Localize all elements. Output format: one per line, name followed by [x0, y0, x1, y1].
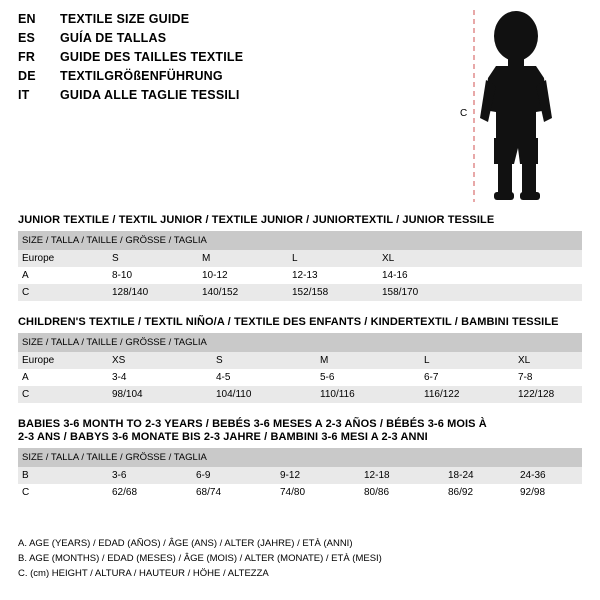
cell: 122/128	[514, 386, 582, 403]
header-row-en	[18, 12, 438, 31]
table-row	[18, 369, 582, 386]
language-code-fr: FR	[18, 50, 36, 64]
table-row	[18, 250, 582, 267]
cell: 12-13	[288, 267, 378, 284]
table-head-label: SIZE / TALLA / TAILLE / GRÖSSE / TAGLIA	[18, 448, 582, 467]
section-junior	[18, 214, 582, 301]
row-label: A	[18, 267, 108, 284]
header	[18, 12, 438, 107]
cell: 12-18	[360, 467, 444, 484]
row-label: C	[18, 386, 108, 403]
table-row	[18, 352, 582, 369]
svg-text:C: C	[460, 108, 468, 119]
row-label: Europe	[18, 352, 108, 369]
language-code-en: EN	[18, 12, 36, 26]
cell: 110/116	[316, 386, 420, 403]
cell: 62/68	[108, 484, 192, 501]
cell-empty	[468, 267, 582, 284]
language-code-es: ES	[18, 31, 36, 45]
table-row	[18, 267, 582, 284]
title-en: TEXTILE SIZE GUIDE	[60, 12, 190, 26]
legend-line-b: B. AGE (MONTHS) / EDAD (MESES) / ÂGE (MOIS) / ALTER (MONATE) / ETÀ (MESI)	[18, 553, 382, 564]
cell: 6-9	[192, 467, 276, 484]
cell: 86/92	[444, 484, 516, 501]
size-table-babies	[18, 448, 582, 501]
cell: 5-6	[316, 369, 420, 386]
cell: 80/86	[360, 484, 444, 501]
cell: 158/170	[378, 284, 468, 301]
cell: 152/158	[288, 284, 378, 301]
cell: 24-36	[516, 467, 582, 484]
cell: XS	[108, 352, 212, 369]
cell: 4-5	[212, 369, 316, 386]
cell: L	[420, 352, 514, 369]
cell: 3-4	[108, 369, 212, 386]
table-head-row	[18, 448, 582, 467]
size-table-children	[18, 333, 582, 403]
cell: 104/110	[212, 386, 316, 403]
header-row-fr	[18, 50, 438, 69]
row-label: C	[18, 484, 108, 501]
cell: 9-12	[276, 467, 360, 484]
title-fr: GUIDE DES TAILLES TEXTILE	[60, 50, 244, 64]
legend-line-a: A. AGE (YEARS) / EDAD (AÑOS) / ÂGE (ANS) / ALTER (JAHRE) / ETÀ (ANNI)	[18, 538, 353, 549]
title-es: GUÍA DE TALLAS	[60, 31, 167, 45]
row-label: C	[18, 284, 108, 301]
cell: 6-7	[420, 369, 514, 386]
cell: 128/140	[108, 284, 198, 301]
section-babies	[18, 418, 582, 501]
table-row	[18, 284, 582, 301]
cell: 14-16	[378, 267, 468, 284]
language-code-it: IT	[18, 88, 30, 102]
section-title-children: CHILDREN'S TEXTILE / TEXTIL NIÑO/A / TEXTILE DES ENFANTS / KINDERTEXTIL / BAMBINI TESSILE	[18, 316, 559, 328]
cell: 8-10	[108, 267, 198, 284]
section-title-junior: JUNIOR TEXTILE / TEXTIL JUNIOR / TEXTILE JUNIOR / JUNIORTEXTIL / JUNIOR TESSILE	[18, 214, 495, 226]
legend-line-c: C. (cm) HEIGHT / ALTURA / HAUTEUR / HÖHE / ALTEZZA	[18, 568, 269, 579]
table-head-label: SIZE / TALLA / TAILLE / GRÖSSE / TAGLIA	[18, 333, 582, 352]
header-row-de	[18, 69, 438, 88]
header-row-es	[18, 31, 438, 50]
cell: 74/80	[276, 484, 360, 501]
cell: 116/122	[420, 386, 514, 403]
cell: 92/98	[516, 484, 582, 501]
cell-empty	[468, 250, 582, 267]
title-de: TEXTILGRÖßENFÜHRUNG	[60, 69, 223, 83]
cell: M	[316, 352, 420, 369]
title-it: GUIDA ALLE TAGLIE TESSILI	[60, 88, 240, 102]
child-silhouette-icon	[452, 6, 592, 206]
section-children	[18, 316, 582, 403]
row-label: B	[18, 467, 108, 484]
table-head-row	[18, 231, 582, 250]
cell: 3-6	[108, 467, 192, 484]
cell-empty	[468, 284, 582, 301]
table-row	[18, 467, 582, 484]
section-title-babies: BABIES 3-6 MONTH TO 2-3 YEARS / BEBÉS 3-6 MESES A 2-3 AÑOS / BÉBÉS 3-6 MOIS À 2-3 ANS / BABYS 3-6 MONATE BIS 2-3 JAHRE / BAMBINI 3-6 MESI A 2-3 ANNI	[18, 418, 487, 443]
cell: 140/152	[198, 284, 288, 301]
row-label: Europe	[18, 250, 108, 267]
header-row-it	[18, 88, 438, 107]
cell: 98/104	[108, 386, 212, 403]
language-code-de: DE	[18, 69, 36, 83]
cell: M	[198, 250, 288, 267]
table-head-row	[18, 333, 582, 352]
cell: XL	[378, 250, 468, 267]
cell: XL	[514, 352, 582, 369]
cell: S	[212, 352, 316, 369]
cell: L	[288, 250, 378, 267]
cell: 7-8	[514, 369, 582, 386]
size-table-junior	[18, 231, 582, 301]
cell: 68/74	[192, 484, 276, 501]
table-head-label: SIZE / TALLA / TAILLE / GRÖSSE / TAGLIA	[18, 231, 582, 250]
table-row	[18, 386, 582, 403]
table-row	[18, 484, 582, 501]
cell: 10-12	[198, 267, 288, 284]
cell: S	[108, 250, 198, 267]
cell: 18-24	[444, 467, 516, 484]
legend	[18, 536, 582, 581]
row-label: A	[18, 369, 108, 386]
